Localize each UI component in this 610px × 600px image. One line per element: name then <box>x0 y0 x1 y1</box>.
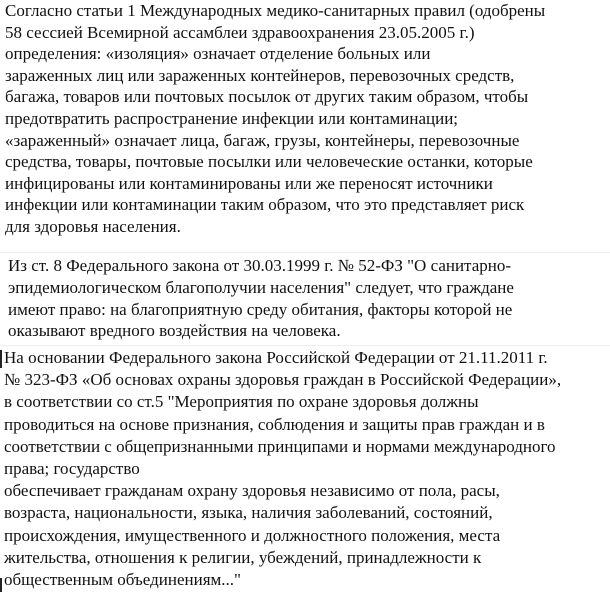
text-line: багажа, товаров или почтовых посылок от других таким образом, чтобы <box>5 87 529 107</box>
text-line: 58 сессией Всемирной ассамблеи здравоохранения 23.05.2005 г.) <box>5 22 475 42</box>
scan-artifact <box>0 578 2 592</box>
text-line: № 323-ФЗ «Об основах охраны здоровья граждан в Российской Федерации», <box>4 370 562 390</box>
text-line: «зараженный» означает лица, багаж, грузы, контейнеры, перевозочные <box>5 130 520 150</box>
text-line: жительства, отношения к религии, убеждений, принадлежности к <box>4 547 482 567</box>
text-line: эпидемиологическом благополучии населения" следует, что граждане <box>8 277 514 297</box>
text-line: На основании Федерального закона Российской Федерации от 21.11.2011 г. <box>4 348 548 367</box>
text-line: имеют право: на благоприятную среду обитания, факторы которой не <box>8 299 513 319</box>
text-line: общественным объединениям..." <box>4 570 241 590</box>
text-line: в соответствии со ст.5 "Мероприятия по охране здоровья должны <box>4 392 479 412</box>
text-line: инфицированы или контаминированы или же переносят источники <box>5 173 493 193</box>
text-line: обеспечивает гражданам охрану здоровья независимо от пола, расы, <box>4 481 500 501</box>
text-line: Согласно статьи 1 Международных медико-санитарных правил (одобрены <box>5 1 546 20</box>
paragraph-law-323-fz <box>4 347 561 591</box>
scan-artifact <box>0 350 2 368</box>
text-line: права; государство <box>4 459 140 479</box>
text-line: происхождения, имущественного и должностного положения, места <box>4 525 501 545</box>
text-line: для здоровья населения. <box>5 216 181 236</box>
text-line: инфекции или контаминации таким образом, что это представляет риск <box>5 195 525 215</box>
text-line: проводиться на основе признания, соблюдения и защиты прав граждан и в <box>4 414 545 434</box>
paragraph-imr-definitions <box>5 0 545 238</box>
text-line: предотвратить распространение инфекции или контаминации; <box>5 108 459 128</box>
paragraph-law-52-fz <box>8 255 514 342</box>
scan-seam <box>0 345 610 346</box>
text-line: зараженных лиц или зараженных контейнеров, перевозочных средств, <box>5 65 515 85</box>
text-line: средства, товары, почтовые посылки или человеческие останки, которые <box>5 152 533 172</box>
text-line: оказывают вредного воздействия на человека. <box>8 321 341 341</box>
scan-seam <box>0 252 610 253</box>
text-line: определения: «изоляция» означает отделение больных или <box>5 44 431 64</box>
text-line: соответствии с общепризнанными принципами и нормами международного <box>4 436 556 456</box>
text-line: Из ст. 8 Федерального закона от 30.03.1999 г. № 52-ФЗ "О санитарно- <box>8 256 512 275</box>
text-line: возраста, национальности, языка, наличия заболеваний, состояний, <box>4 503 493 523</box>
